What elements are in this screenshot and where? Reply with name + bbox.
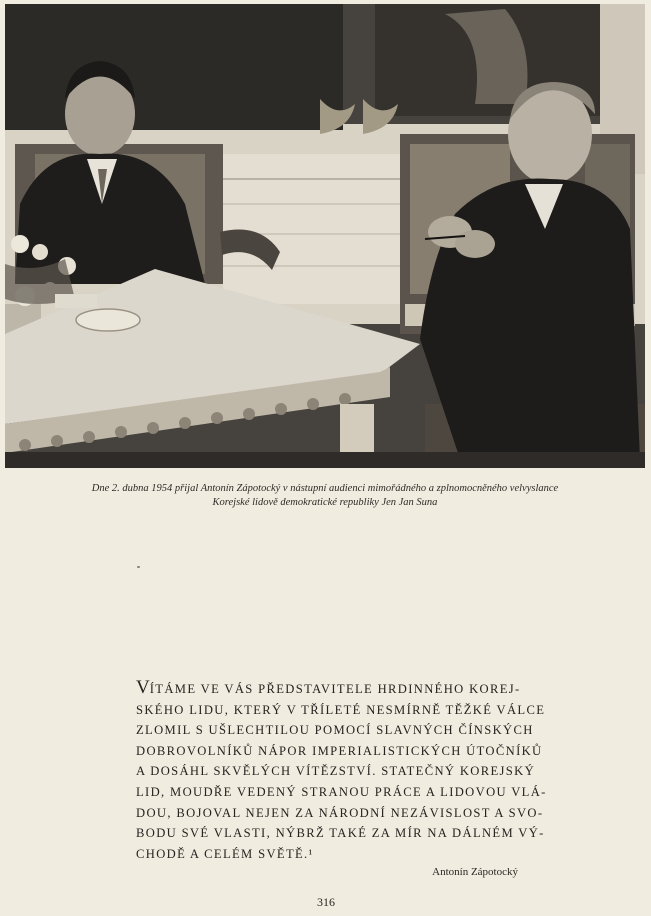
quote-dropcap: V	[136, 677, 150, 698]
archival-photograph	[5, 4, 645, 468]
quote-line: A DOSÁHL SKVĚLÝCH VÍTĚZSTVÍ. STATEČNÝ KOREJSKÝ	[136, 764, 536, 779]
photograph-icon	[5, 4, 645, 468]
caption-line: Korejské lidově demokratické republiky Jen Jan Suna	[212, 497, 438, 508]
quote-line: SKÉHO LIDU, KTERÝ V TŘÍLETÉ NESMÍRNĚ TĚŽKÉ VÁLCE	[136, 702, 546, 717]
quote-line: LID, MOUDŘE VEDENÝ STRANOU PRÁCE A LIDOVOU VLÁ-	[136, 784, 547, 799]
quote-line: DOBROVOLNÍKŮ NÁPOR IMPERIALISTICKÝCH ÚTOČNÍKŮ	[136, 743, 543, 758]
quote-line-text: ÍTÁME VE VÁS PŘEDSTAVITELE HRDINNÉHO KOREJ-	[149, 682, 521, 696]
photo-caption	[30, 482, 620, 510]
quote-line: ZLOMIL S UŠLECHTILOU POMOCÍ SLAVNÝCH ČÍNSKÝCH	[136, 723, 534, 738]
quote-line: CHODĚ A CELÉM SVĚTĚ.¹	[136, 846, 314, 861]
caption-line: Dne 2. dubna 1954 přijal Antonín Zápotocký v nástupní audienci mimořádného a zplnomocněného velvyslance	[91, 483, 559, 494]
quote-line: DOU, BOJOVAL NEJEN ZA NÁRODNÍ NEZÁVISLOST A SVO-	[136, 805, 544, 820]
quote-line	[136, 679, 526, 700]
paper-speck	[137, 566, 140, 568]
quote-author: Antonín Zápotocký	[432, 866, 518, 878]
quote-block	[136, 677, 547, 864]
page-number: 316	[317, 895, 335, 909]
quote-line: BODU SVÉ VLASTI, NÝBRŽ TAKÉ ZA MÍR NA DÁLNÉM VÝ-	[136, 826, 545, 841]
